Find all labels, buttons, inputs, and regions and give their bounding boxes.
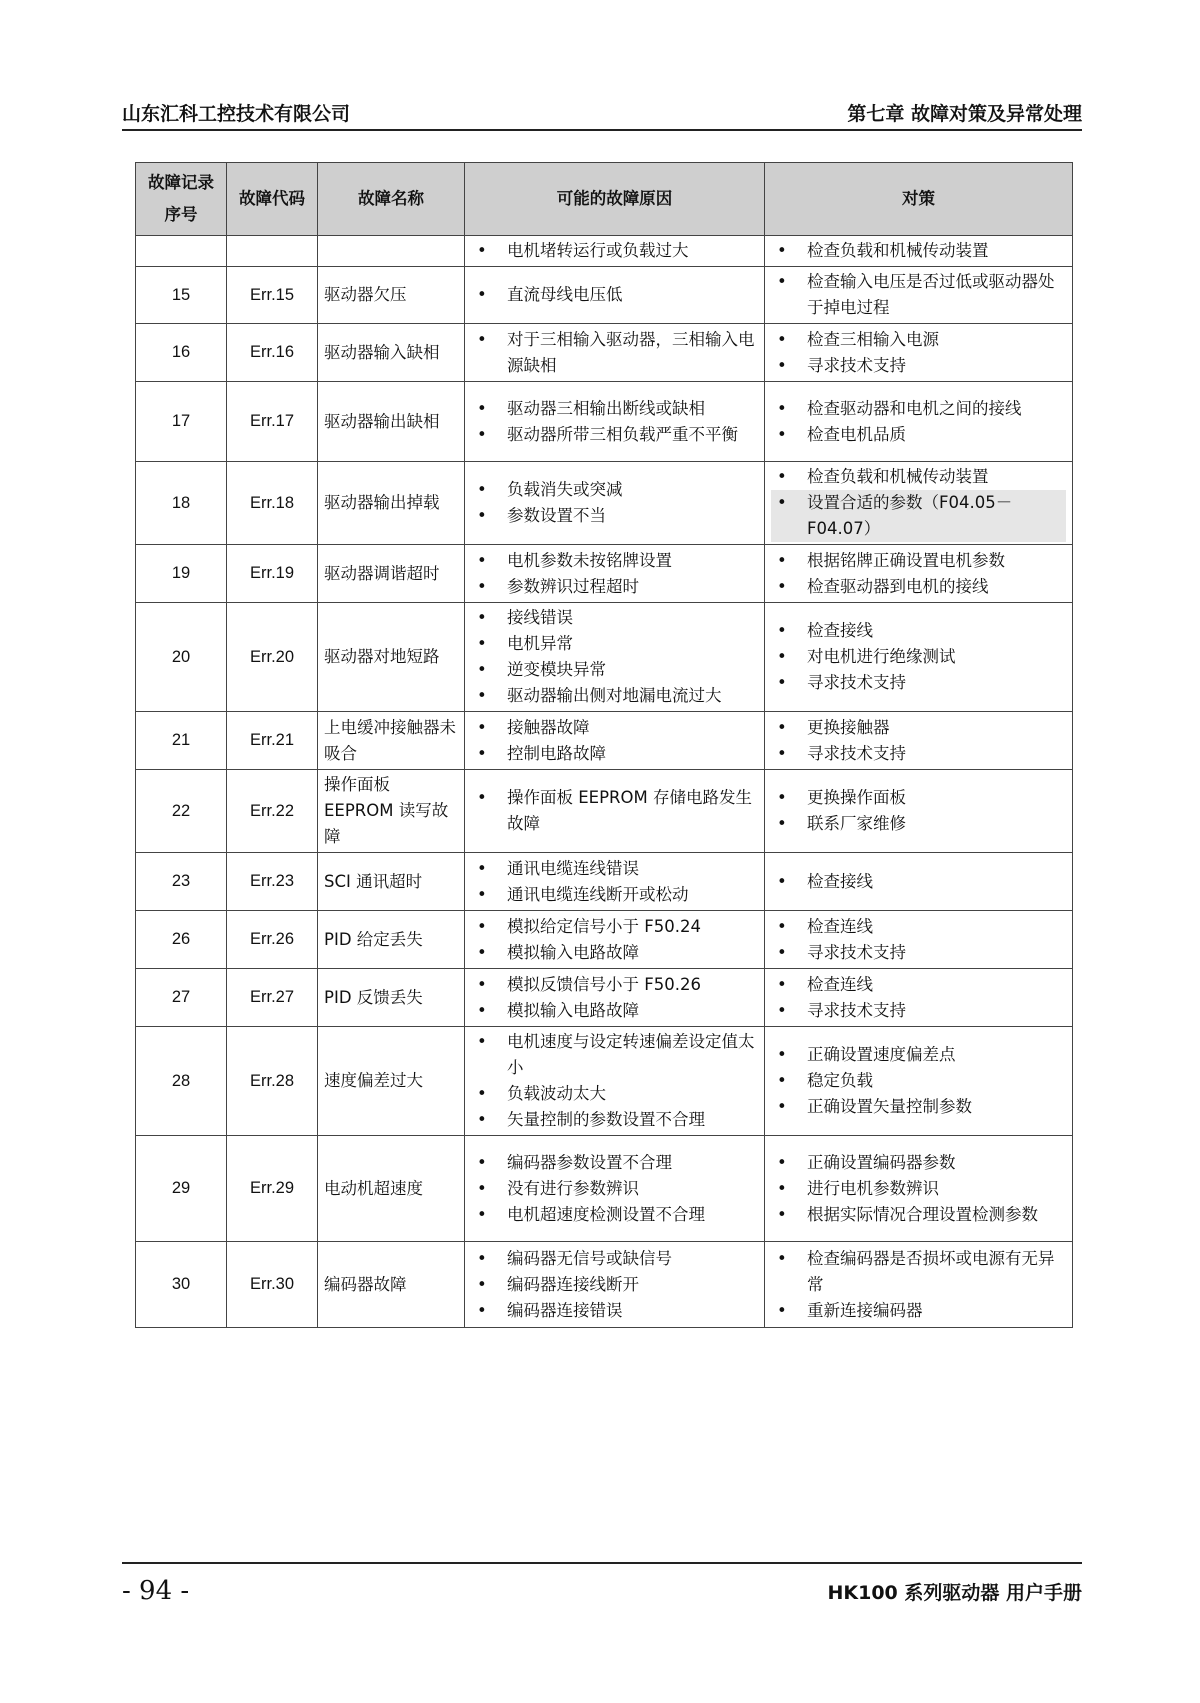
fault-seq: 16 (136, 324, 227, 382)
chapter-title: 第七章 故障对策及异常处理 (847, 103, 1082, 125)
table-row (136, 911, 1073, 969)
page-header (122, 95, 1082, 131)
header-solutions: 对策 (765, 163, 1073, 236)
solution-item: • 检查接线 (771, 869, 1066, 895)
table-row (136, 462, 1073, 545)
cause-item: • 模拟反馈信号小于 F50.26 (471, 972, 758, 998)
cause-list (471, 327, 758, 379)
cause-cell (465, 324, 765, 382)
solution-item: • 根据实际情况合理设置检测参数 (771, 1202, 1066, 1228)
solution-item: • 重新连接编码器 (771, 1298, 1066, 1324)
cause-item: • 逆变模块异常 (471, 657, 758, 683)
header-code: 故障代码 (227, 163, 318, 236)
solution-item: • 寻求技术支持 (771, 670, 1066, 696)
solution-item: • 联系厂家维修 (771, 811, 1066, 837)
cause-item: • 编码器无信号或缺信号 (471, 1246, 758, 1272)
cause-item: • 接触器故障 (471, 715, 758, 741)
solution-item: • 检查连线 (771, 972, 1066, 998)
continuation-row (136, 236, 1073, 267)
cause-list (471, 715, 758, 767)
solution-item: • 根据铭牌正确设置电机参数 (771, 548, 1066, 574)
cause-item: • 模拟输入电路故障 (471, 998, 758, 1024)
table-row (136, 1136, 1073, 1242)
solution-cell (765, 1136, 1073, 1242)
solution-item: • 检查负载和机械传动装置 (771, 238, 1066, 264)
solution-list (771, 548, 1066, 600)
fault-code: Err.22 (227, 770, 318, 853)
fault-seq: 22 (136, 770, 227, 853)
solution-list (771, 1246, 1066, 1324)
cause-item: • 操作面板 EEPROM 存储电路发生故障 (471, 785, 758, 837)
fault-code: Err.23 (227, 853, 318, 911)
solution-item: • 进行电机参数辨识 (771, 1176, 1066, 1202)
solution-list (771, 869, 1066, 895)
cause-cell (465, 770, 765, 853)
cause-item: • 通讯电缆连线错误 (471, 856, 758, 882)
fault-table (135, 162, 1073, 1328)
cause-item: • 对于三相输入驱动器，三相输入电源缺相 (471, 327, 758, 379)
cause-cell (465, 911, 765, 969)
solution-cell (765, 462, 1073, 545)
cause-list (471, 548, 758, 600)
cause-cell (465, 1242, 765, 1328)
cause-cell (465, 969, 765, 1027)
solution-item: • 检查输入电压是否过低或驱动器处于掉电过程 (771, 269, 1066, 321)
header-name: 故障名称 (318, 163, 465, 236)
table-row (136, 1027, 1073, 1136)
cause-list (471, 477, 758, 529)
table-row (136, 545, 1073, 603)
fault-seq: 17 (136, 382, 227, 462)
page-number: - 94 - (122, 1576, 190, 1606)
cause-cell (465, 853, 765, 911)
table-row (136, 382, 1073, 462)
solution-list (771, 1150, 1066, 1228)
solution-item: • 正确设置矢量控制参数 (771, 1094, 1066, 1120)
fault-name: 驱动器调谐超时 (318, 545, 465, 603)
fault-seq: 20 (136, 603, 227, 712)
cause-list (471, 1150, 758, 1228)
fault-name: 编码器故障 (318, 1242, 465, 1328)
cause-list (471, 856, 758, 908)
fault-name: 驱动器输出掉载 (318, 462, 465, 545)
solution-item: • 检查编码器是否损坏或电源有无异常 (771, 1246, 1066, 1298)
cause-item: • 没有进行参数辨识 (471, 1176, 758, 1202)
table-header-row (136, 163, 1073, 236)
fault-name: 电动机超速度 (318, 1136, 465, 1242)
cause-list (471, 914, 758, 966)
fault-code: Err.15 (227, 267, 318, 324)
solution-cell (765, 969, 1073, 1027)
fault-table-body (136, 236, 1073, 1328)
solution-item: • 检查接线 (771, 618, 1066, 644)
fault-code: Err.30 (227, 1242, 318, 1328)
fault-seq: 30 (136, 1242, 227, 1328)
fault-code: Err.17 (227, 382, 318, 462)
cause-list (471, 396, 758, 448)
fault-code: Err.20 (227, 603, 318, 712)
cause-cell (465, 712, 765, 770)
solution-list (771, 464, 1066, 542)
cause-item: • 电机超速度检测设置不合理 (471, 1202, 758, 1228)
fault-name: 速度偏差过大 (318, 1027, 465, 1136)
cause-cell (465, 267, 765, 324)
fault-code: Err.29 (227, 1136, 318, 1242)
cause-item: • 通讯电缆连线断开或松动 (471, 882, 758, 908)
solution-cell (765, 267, 1073, 324)
cause-item: • 模拟输入电路故障 (471, 940, 758, 966)
solution-item: • 检查负载和机械传动装置 (771, 464, 1066, 490)
solution-list (771, 1042, 1066, 1120)
solution-list (771, 914, 1066, 966)
fault-name: 驱动器输出缺相 (318, 382, 465, 462)
table-row (136, 712, 1073, 770)
table-row (136, 770, 1073, 853)
header-seq: 故障记录序号 (136, 163, 227, 236)
fault-code: Err.19 (227, 545, 318, 603)
fault-seq: 28 (136, 1027, 227, 1136)
table-row (136, 324, 1073, 382)
fault-code: Err.26 (227, 911, 318, 969)
cause-cell (465, 462, 765, 545)
solution-item: • 检查驱动器到电机的接线 (771, 574, 1066, 600)
solution-cell (765, 712, 1073, 770)
cause-cell (465, 1136, 765, 1242)
fault-code: Err.28 (227, 1027, 318, 1136)
fault-seq: 26 (136, 911, 227, 969)
table-row (136, 603, 1073, 712)
company-name: 山东汇科工控技术有限公司 (122, 103, 351, 125)
manual-title: HK100 系列驱动器 用户手册 (827, 1582, 1082, 1604)
cause-item: • 驱动器输出侧对地漏电流过大 (471, 683, 758, 709)
solution-item: • 检查驱动器和电机之间的接线 (771, 396, 1066, 422)
solution-cell (765, 1242, 1073, 1328)
cause-item: • 编码器连接线断开 (471, 1272, 758, 1298)
cause-list (471, 1246, 758, 1324)
cause-item: • 电机异常 (471, 631, 758, 657)
cause-cell (465, 1027, 765, 1136)
cause-item: • 编码器参数设置不合理 (471, 1150, 758, 1176)
cause-list (471, 785, 758, 837)
header-causes: 可能的故障原因 (465, 163, 765, 236)
table-row (136, 1242, 1073, 1328)
cause-item: • 控制电路故障 (471, 741, 758, 767)
solution-item: • 检查三相输入电源 (771, 327, 1066, 353)
fault-seq: 23 (136, 853, 227, 911)
table-row (136, 969, 1073, 1027)
solution-cell (765, 853, 1073, 911)
solution-cell (765, 1027, 1073, 1136)
table-row (136, 267, 1073, 324)
fault-seq: 15 (136, 267, 227, 324)
cause-item: • 编码器连接错误 (471, 1298, 758, 1324)
page-footer (122, 1562, 1082, 1610)
cause-item: • 参数设置不当 (471, 503, 758, 529)
cause-item: • 驱动器三相输出断线或缺相 (471, 396, 758, 422)
solution-item: • 寻求技术支持 (771, 741, 1066, 767)
cause-item: • 直流母线电压低 (471, 282, 758, 308)
cause-list (471, 282, 758, 308)
solution-item: • 更换操作面板 (771, 785, 1066, 811)
fault-seq: 29 (136, 1136, 227, 1242)
cause-item: • 驱动器所带三相负载严重不平衡 (471, 422, 758, 448)
fault-name: 驱动器对地短路 (318, 603, 465, 712)
cause-item: • 接线错误 (471, 605, 758, 631)
solution-item: • 更换接触器 (771, 715, 1066, 741)
fault-code: Err.27 (227, 969, 318, 1027)
solution-item: • 稳定负载 (771, 1068, 1066, 1094)
fault-name: 上电缓冲接触器未吸合 (318, 712, 465, 770)
fault-code: Err.16 (227, 324, 318, 382)
cause-cell (465, 382, 765, 462)
cause-cell (465, 545, 765, 603)
solution-list (771, 396, 1066, 448)
fault-name: 操作面板EEPROM 读写故障 (318, 770, 465, 853)
fault-code: Err.18 (227, 462, 318, 545)
fault-name: 驱动器输入缺相 (318, 324, 465, 382)
solution-cell (765, 324, 1073, 382)
solution-item: • 设置合适的参数（F04.05－F04.07） (771, 490, 1066, 542)
solution-cell (765, 382, 1073, 462)
solution-item: • 正确设置速度偏差点 (771, 1042, 1066, 1068)
solution-list (771, 618, 1066, 696)
fault-seq: 18 (136, 462, 227, 545)
solution-list (771, 269, 1066, 321)
solution-cell (765, 603, 1073, 712)
solution-list (771, 785, 1066, 837)
solution-item: • 寻求技术支持 (771, 353, 1066, 379)
fault-name: 驱动器欠压 (318, 267, 465, 324)
solution-item: • 寻求技术支持 (771, 940, 1066, 966)
fault-seq: 21 (136, 712, 227, 770)
solution-item: • 对电机进行绝缘测试 (771, 644, 1066, 670)
cause-item: • 参数辨识过程超时 (471, 574, 758, 600)
fault-code: Err.21 (227, 712, 318, 770)
solution-item: • 检查电机品质 (771, 422, 1066, 448)
cause-cell (465, 603, 765, 712)
cause-list (471, 972, 758, 1024)
fault-name: PID 反馈丢失 (318, 969, 465, 1027)
cause-item: • 模拟给定信号小于 F50.24 (471, 914, 758, 940)
cause-item: • 电机堵转运行或负载过大 (471, 238, 758, 264)
table-row (136, 853, 1073, 911)
fault-seq: 19 (136, 545, 227, 603)
cause-item: • 矢量控制的参数设置不合理 (471, 1107, 758, 1133)
fault-name: SCI 通讯超时 (318, 853, 465, 911)
solution-list (771, 715, 1066, 767)
solution-item: • 寻求技术支持 (771, 998, 1066, 1024)
fault-seq: 27 (136, 969, 227, 1027)
cause-item: • 电机参数未按铭牌设置 (471, 548, 758, 574)
cause-item: • 电机速度与设定转速偏差设定值太小 (471, 1029, 758, 1081)
solution-item: • 正确设置编码器参数 (771, 1150, 1066, 1176)
cause-list (471, 1029, 758, 1133)
solution-item: • 检查连线 (771, 914, 1066, 940)
cause-item: • 负载消失或突减 (471, 477, 758, 503)
solution-list (771, 327, 1066, 379)
solution-cell (765, 545, 1073, 603)
fault-name: PID 给定丢失 (318, 911, 465, 969)
solution-cell (765, 770, 1073, 853)
solution-cell (765, 911, 1073, 969)
solution-list (771, 972, 1066, 1024)
cause-list (471, 605, 758, 709)
cause-item: • 负载波动太大 (471, 1081, 758, 1107)
